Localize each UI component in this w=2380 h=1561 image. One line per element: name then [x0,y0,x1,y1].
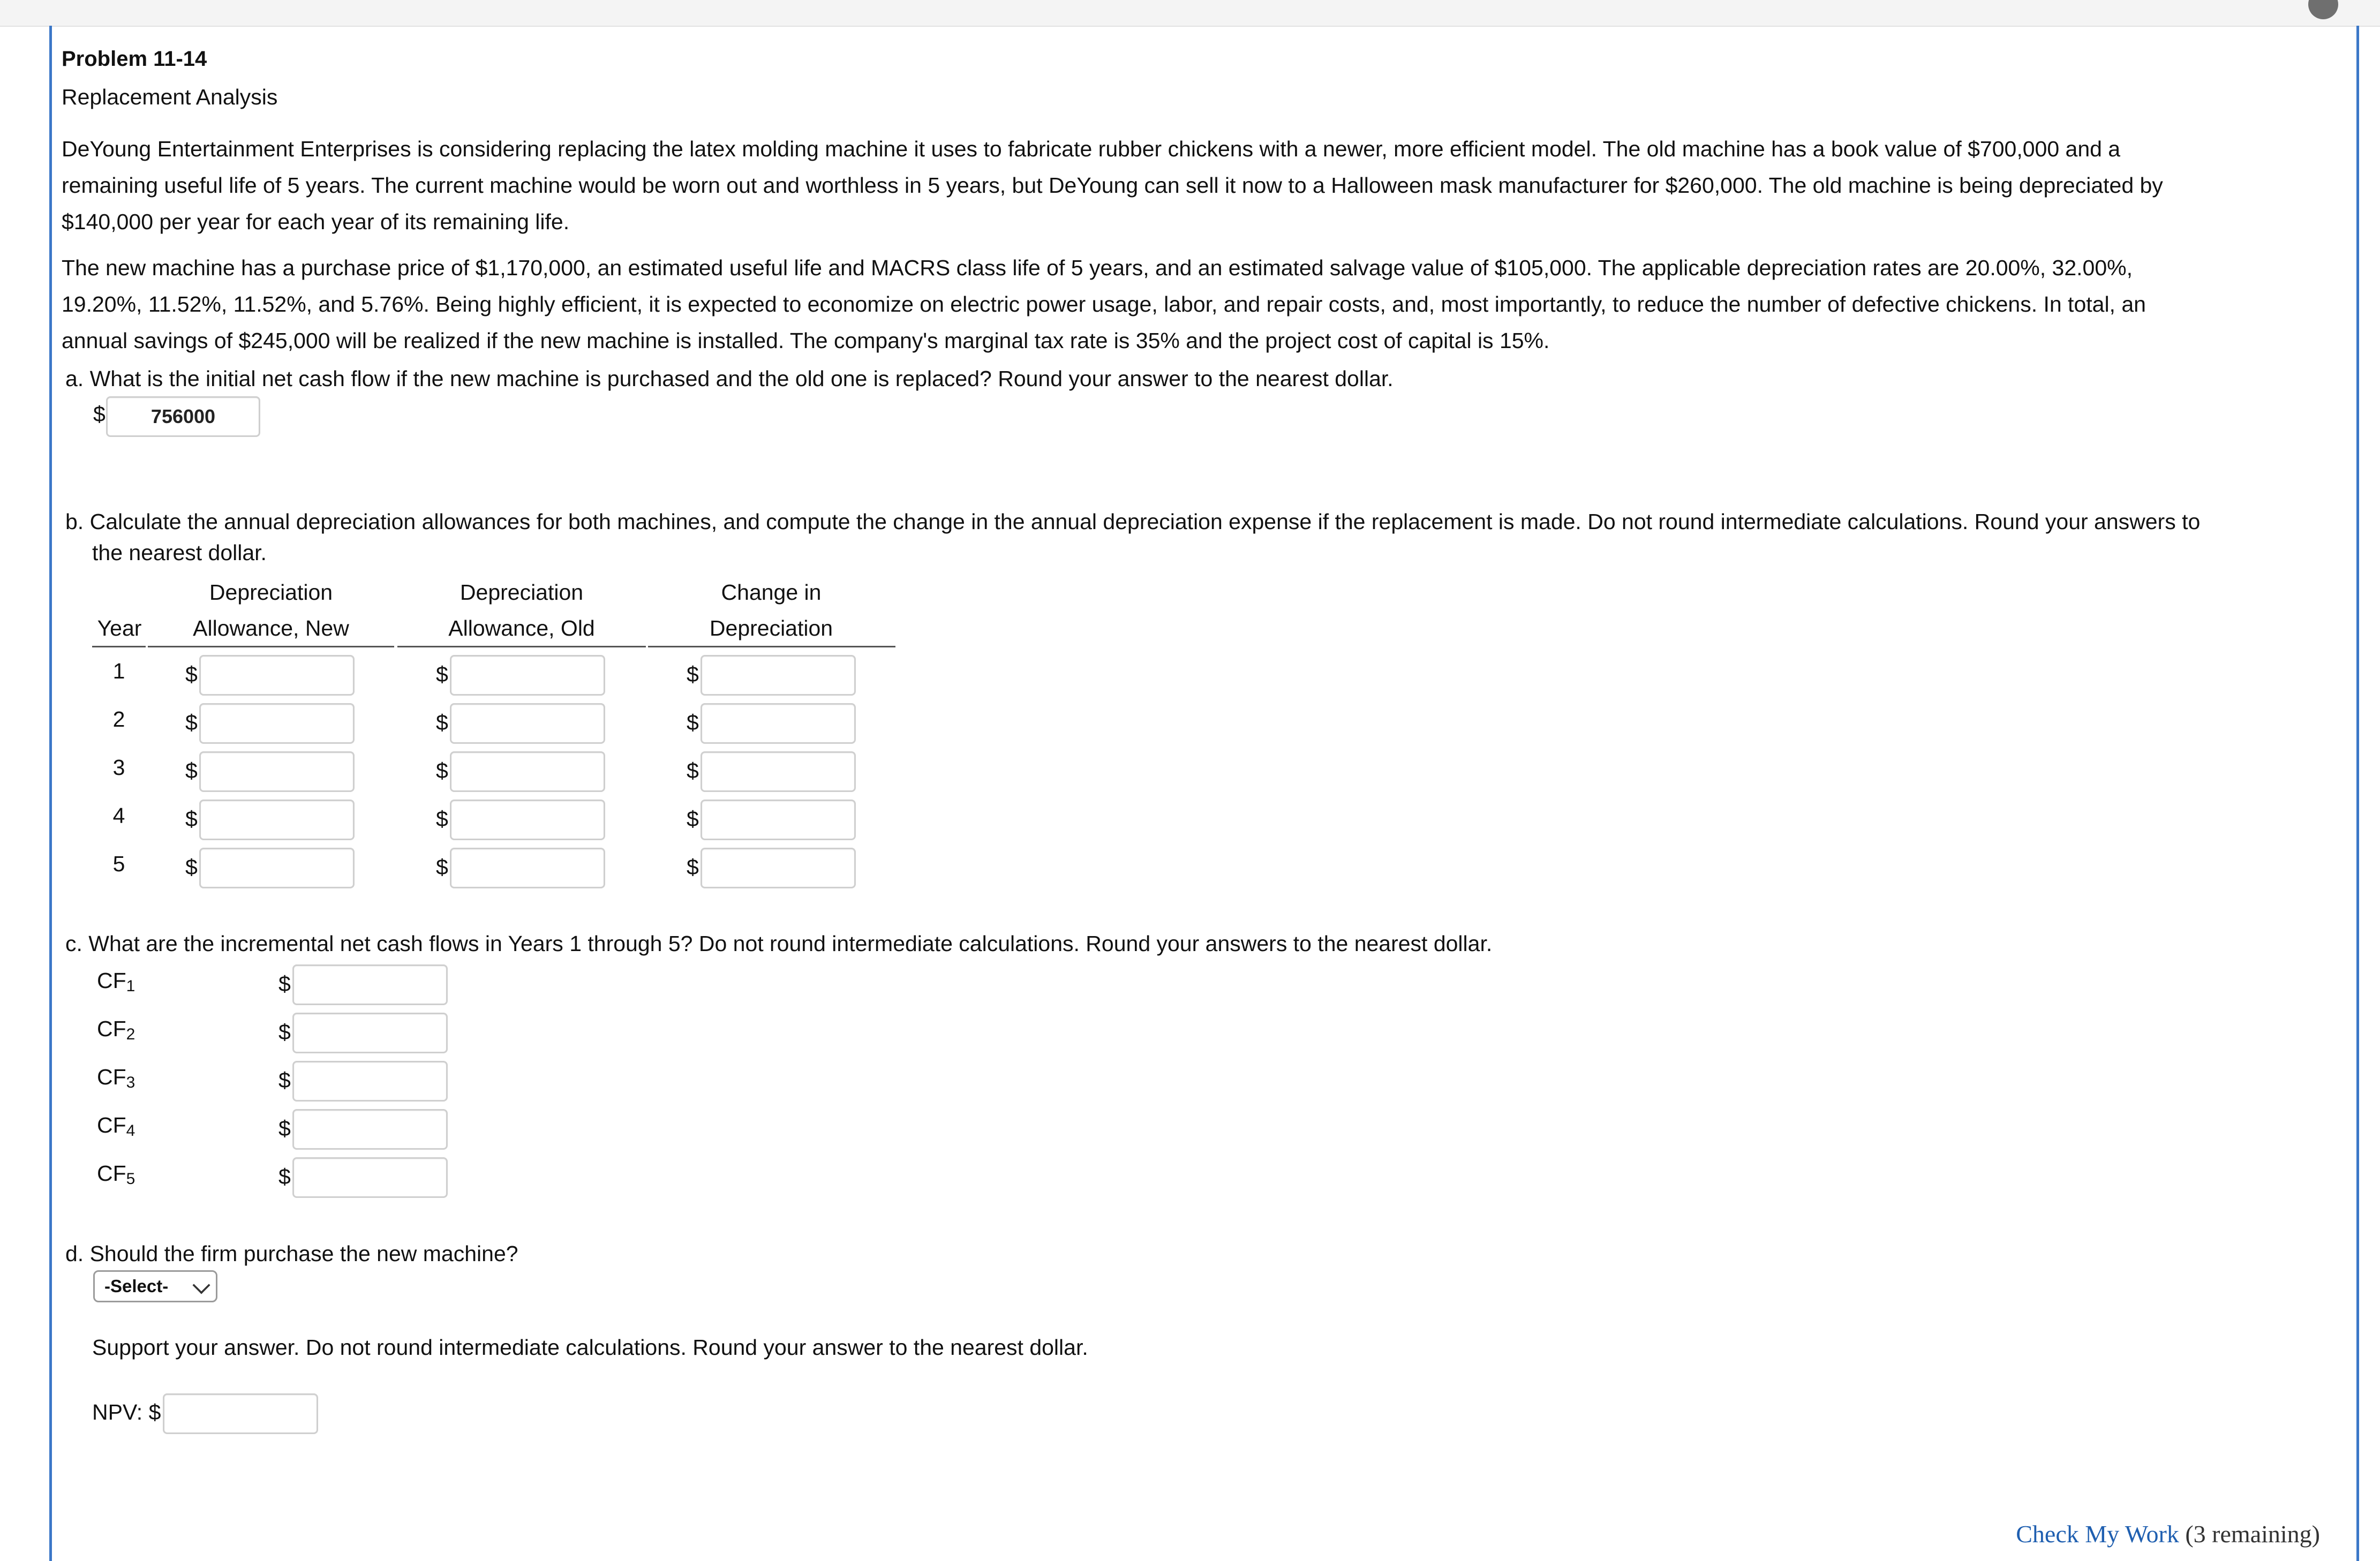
cf-input-year-4[interactable] [292,1109,448,1150]
currency-symbol: $ [278,971,291,996]
currency-symbol: $ [436,710,448,735]
paragraph-1-line: DeYoung Entertainment Enterprises is considering replacing the latex molding machine it uses to fabricate rubber chickens with a newer, more efficient model. The old machine has a book value of $700,000 and a [62,137,2121,161]
dep-old-input-year-1[interactable] [450,655,605,696]
currency-symbol: $ [687,662,699,687]
header-change-line2: Depreciation [709,616,833,640]
currency-symbol: $ [436,806,448,831]
currency-symbol: $ [185,758,198,783]
currency-symbol: $ [687,806,699,831]
paragraph-2-line: 19.20%, 11.52%, 11.52%, and 5.76%. Being highly efficient, it is expected to economize on electric power usage, labor, and repair costs, and, most importantly, to reduce the number of defective chickens. In total, an [62,292,2146,316]
part-a-answer-input[interactable]: 756000 [106,396,260,437]
currency-symbol: $ [185,855,198,879]
header-underline-year [92,646,146,647]
npv-label: NPV: $ [92,1400,161,1424]
cf-label-3 [97,1065,135,1092]
cf-label-subscript: 4 [126,1122,135,1140]
currency-symbol: $ [436,662,448,687]
dep-change-input-year-5[interactable] [701,848,856,888]
currency-symbol: $ [278,1020,291,1044]
problem-subtitle: Replacement Analysis [62,85,278,109]
currency-symbol: $ [278,1164,291,1189]
cf-label-subscript: 1 [126,977,135,995]
dep-new-input-year-2[interactable] [199,703,355,744]
part-c-question: c. What are the incremental net cash flows in Years 1 through 5? Do not round intermediate calculations. Round your answers to the nearest dollar. [65,931,1493,956]
year-label: 1 [112,659,125,683]
dep-old-input-year-5[interactable] [450,848,605,888]
cf-label-text: CF [97,1016,126,1041]
cf-label-text: CF [97,1161,126,1186]
remaining-attempts: (3 remaining) [2185,1520,2320,1548]
paragraph-2-line: annual savings of $245,000 will be realized if the new machine is installed. The company's marginal tax rate is 35% and the project cost of capital is 15%. [62,328,1550,353]
cf-label-subscript: 2 [126,1025,135,1043]
check-my-work-link[interactable]: Check My Work [2016,1520,2179,1548]
chevron-down-icon [192,1276,210,1294]
cf-input-year-1[interactable] [292,964,448,1005]
cf-label-subscript: 3 [126,1074,135,1091]
header-underline-change [648,646,895,647]
dep-new-input-year-3[interactable] [199,751,355,792]
top-bar [0,0,2380,27]
cf-label-4 [97,1113,135,1140]
part-a-currency: $ [93,402,106,426]
header-underline-new [148,646,394,647]
currency-symbol: $ [687,710,699,735]
dep-old-input-year-4[interactable] [450,800,605,840]
part-b-question-line2: the nearest dollar. [92,540,267,565]
part-a-question: a. What is the initial net cash flow if the new machine is purchased and the old one is replaced? Round your answer to the nearest dollar. [65,366,1394,391]
paragraph-1-line: remaining useful life of 5 years. The current machine would be worn out and worthless in 5 years, but DeYoung can sell it now to a Halloween mask manufacturer for $260,000. The old machine is being depreciated by [62,173,2163,198]
header-new-line2: Allowance, New [193,616,349,640]
currency-symbol: $ [185,662,198,687]
header-year: Year [97,616,142,640]
dep-old-input-year-3[interactable] [450,751,605,792]
dep-change-input-year-1[interactable] [701,655,856,696]
paragraph-2-line: The new machine has a purchase price of $1,170,000, an estimated useful life and MACRS class life of 5 years, and an estimated salvage value of $105,000. The applicable depreciation rates are 20.00%, 32.00%, [62,255,2133,280]
part-b-question-line1: b. Calculate the annual depreciation allowances for both machines, and compute the change in the annual depreciation expense if the replacement is made. Do not round intermediate calculations. Round your answers to [65,509,2201,534]
cf-input-year-3[interactable] [292,1061,448,1102]
cf-label-text: CF [97,1065,126,1089]
cf-label-text: CF [97,1113,126,1137]
currency-symbol: $ [278,1116,291,1141]
dep-change-input-year-4[interactable] [701,800,856,840]
purchase-decision-select[interactable] [93,1270,217,1302]
cf-input-year-5[interactable] [292,1157,448,1198]
cf-input-year-2[interactable] [292,1013,448,1053]
currency-symbol: $ [278,1068,291,1092]
header-old-line1: Depreciation [460,580,584,605]
npv-input[interactable] [163,1393,318,1434]
part-d-question: d. Should the firm purchase the new machine? [65,1241,518,1266]
dep-old-input-year-2[interactable] [450,703,605,744]
currency-symbol: $ [436,758,448,783]
currency-symbol: $ [687,855,699,879]
header-new-line1: Depreciation [209,580,333,605]
header-old-line2: Allowance, Old [448,616,595,640]
select-value: -Select- [104,1276,169,1296]
problem-paragraph-2 [62,250,2354,359]
header-change-line1: Change in [721,580,822,605]
problem-text [62,32,2354,359]
currency-symbol: $ [436,855,448,879]
cf-label-1 [97,968,135,996]
cf-label-text: CF [97,968,126,993]
year-label: 5 [112,851,125,876]
cf-label-subscript: 5 [126,1170,135,1188]
currency-symbol: $ [185,806,198,831]
dep-change-input-year-3[interactable] [701,751,856,792]
dep-new-input-year-4[interactable] [199,800,355,840]
dep-new-input-year-5[interactable] [199,848,355,888]
dep-change-input-year-2[interactable] [701,703,856,744]
year-label: 4 [112,803,125,828]
dep-new-input-year-1[interactable] [199,655,355,696]
paragraph-1-line: $140,000 per year for each year of its remaining life. [62,209,570,234]
currency-symbol: $ [185,710,198,735]
currency-symbol: $ [687,758,699,783]
header-underline-old [397,646,646,647]
cf-label-5 [97,1161,135,1188]
problem-paragraph-1 [62,131,2354,240]
problem-title: Problem 11-14 [62,47,207,71]
year-label: 3 [112,755,125,780]
part-d-support-text: Support your answer. Do not round intermediate calculations. Round your answer to the nearest dollar. [92,1335,1088,1360]
check-my-work [2016,1520,2320,1548]
year-label: 2 [112,707,125,732]
help-circle-icon[interactable] [2308,0,2338,19]
part-b-question [65,506,2200,568]
cf-label-2 [97,1016,135,1044]
